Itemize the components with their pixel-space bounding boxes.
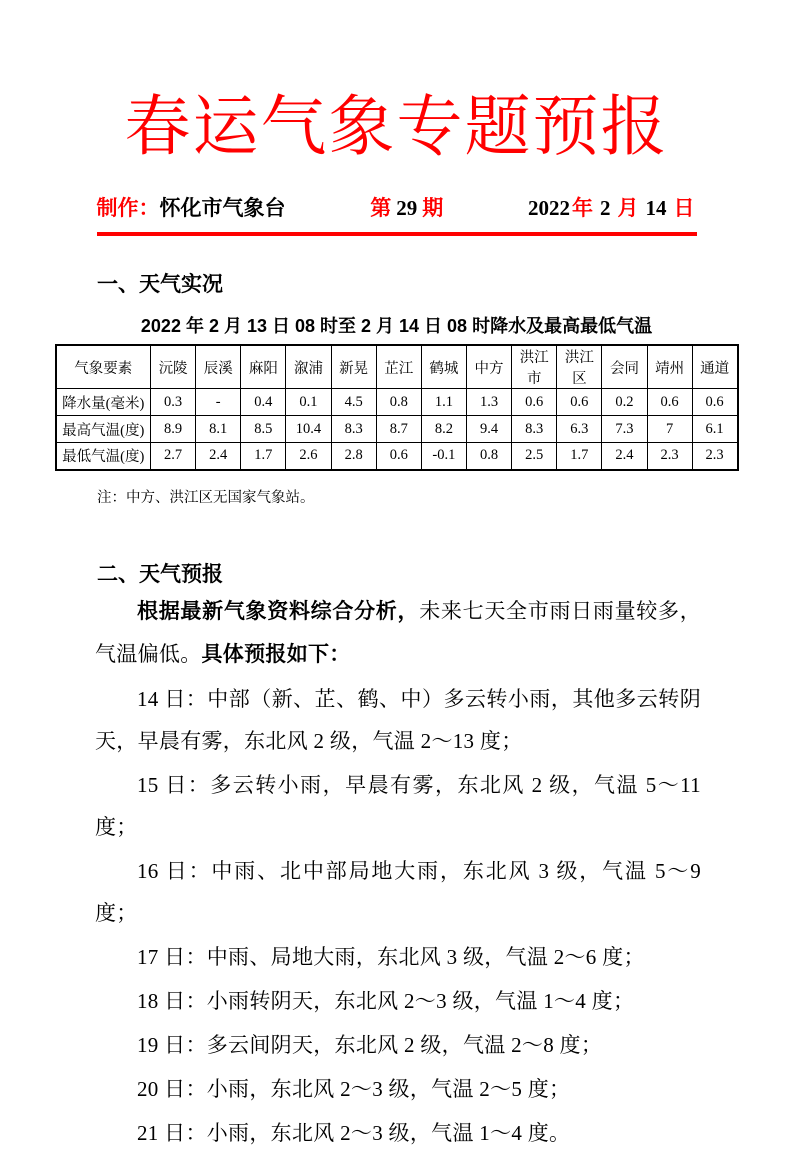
date-day-unit: 日: [673, 195, 695, 220]
table-cell: 0.3: [151, 389, 196, 416]
issue-line: [97, 192, 697, 222]
forecast-day-15: 15 日：多云转小雨，早晨有雾，东北风 2 级，气温 5～11 度；: [95, 773, 701, 840]
table-cell: 7: [647, 416, 692, 443]
issue-number: 29: [396, 195, 418, 220]
table-cell: 6.1: [692, 416, 737, 443]
table-cell: 10.4: [286, 416, 331, 443]
forecast-intro: [95, 590, 701, 676]
table-header-cell: 麻阳: [241, 345, 286, 389]
table-cell: 0.6: [692, 389, 737, 416]
table-cell: 7.3: [602, 416, 647, 443]
table-row-label: 最高气温(度): [56, 416, 151, 443]
table-header-cell: 通道: [692, 345, 737, 389]
issue-date: [528, 192, 697, 222]
date-month-unit: 月: [617, 195, 639, 220]
document-title: 春运气象专题预报: [124, 91, 669, 164]
table-cell: 4.5: [331, 389, 376, 416]
table-header-cell: 洪江区: [557, 345, 602, 389]
table-cell: 0.2: [602, 389, 647, 416]
maker-label: 制作：: [96, 195, 160, 220]
table-cell: 2.8: [331, 443, 376, 470]
date-month: 2: [600, 195, 611, 220]
forecast-intro-lead: 根据最新气象资料综合分析，: [137, 600, 420, 624]
table-cell: -: [196, 389, 241, 416]
forecast-intro-tail: 具体预报如下：: [201, 643, 351, 667]
table-cell: 2.3: [647, 443, 692, 470]
forecast-day-14: 14 日：中部（新、芷、鹤、中）多云转小雨，其他多云转阴天，早晨有雾，东北风 2 级，气温 2～13 度；: [95, 687, 701, 754]
forecast-day-21: 21 日：小雨，东北风 2～3 级，气温 1～4 度。: [137, 1121, 571, 1146]
weather-observation-table: [55, 344, 739, 471]
table-row: [56, 443, 738, 470]
table-cell: 8.1: [196, 416, 241, 443]
table-header-cell: 芷江: [376, 345, 421, 389]
table-header-cell: 气象要素: [56, 345, 151, 389]
issue-number-group: [370, 192, 443, 222]
table-cell: -0.1: [421, 443, 466, 470]
forecast-day-17: 17 日：中雨、局地大雨，东北风 3 级，气温 2～6 度；: [137, 945, 645, 970]
table-row: [56, 416, 738, 443]
table-row-label: 降水量(毫米): [56, 389, 151, 416]
table-footnote: 注：中方、洪江区无国家气象站。: [97, 489, 315, 506]
forecast-day-16: 16 日：中雨、北中部局地大雨，东北风 3 级，气温 5～9 度；: [95, 859, 701, 926]
weather-table-title: 2022 年 2 月 13 日 08 时至 2 月 14 日 08 时降水及最高最低气温: [140, 316, 653, 337]
table-cell: 0.6: [647, 389, 692, 416]
table-cell: 0.6: [376, 443, 421, 470]
table-header-row: [56, 345, 738, 389]
table-cell: 0.8: [466, 443, 511, 470]
issue-prefix: 第: [370, 195, 392, 220]
table-cell: 2.7: [151, 443, 196, 470]
table-cell: 2.5: [512, 443, 557, 470]
table-cell: 9.4: [466, 416, 511, 443]
table-cell: 1.7: [241, 443, 286, 470]
table-row-label: 最低气温(度): [56, 443, 151, 470]
date-day: 14: [645, 195, 667, 220]
table-cell: 2.4: [196, 443, 241, 470]
table-cell: 2.4: [602, 443, 647, 470]
table-header-cell: 中方: [466, 345, 511, 389]
table-cell: 0.6: [557, 389, 602, 416]
table-header-cell: 鹤城: [421, 345, 466, 389]
table-cell: 8.7: [376, 416, 421, 443]
forecast-day-19: 19 日：多云间阴天，东北风 2 级，气温 2～8 度；: [137, 1033, 603, 1058]
table-header-cell: 沅陵: [151, 345, 196, 389]
forecast-intro-body: 未来七天全市雨日雨量较多，气温偏低。: [95, 599, 701, 667]
date-year-unit: 年: [572, 195, 593, 220]
forecast-day-18: 18 日：小雨转阴天，东北风 2～3 级，气温 1～4 度；: [137, 989, 635, 1014]
table-cell: 6.3: [557, 416, 602, 443]
section1-heading: 一、天气实况: [97, 272, 223, 296]
forecast-day-20: 20 日：小雨，东北风 2～3 级，气温 2～5 度；: [137, 1077, 571, 1102]
table-cell: 1.7: [557, 443, 602, 470]
table-header-cell: 新晃: [331, 345, 376, 389]
issue-suffix: 期: [422, 195, 444, 220]
table-cell: 8.3: [512, 416, 557, 443]
table-header-cell: 洪江市: [512, 345, 557, 389]
header-divider-rule: [97, 232, 697, 236]
table-row: [56, 389, 738, 416]
date-year: 2022: [528, 195, 570, 220]
maker-value: 怀化市气象台: [159, 195, 286, 220]
table-header-cell: 溆浦: [286, 345, 331, 389]
table-cell: 8.2: [421, 416, 466, 443]
maker-group: [97, 192, 286, 222]
table-cell: 0.1: [286, 389, 331, 416]
table-cell: 0.4: [241, 389, 286, 416]
table-header-cell: 辰溪: [196, 345, 241, 389]
table-cell: 1.3: [466, 389, 511, 416]
table-cell: 1.1: [421, 389, 466, 416]
table-cell: 0.8: [376, 389, 421, 416]
section2-heading: 二、天气预报: [97, 562, 223, 586]
table-cell: 8.5: [241, 416, 286, 443]
table-cell: 8.9: [151, 416, 196, 443]
table-cell: 0.6: [512, 389, 557, 416]
table-header-cell: 靖州: [647, 345, 692, 389]
table-header-cell: 会同: [602, 345, 647, 389]
table-cell: 2.3: [692, 443, 737, 470]
table-cell: 2.6: [286, 443, 331, 470]
table-cell: 8.3: [331, 416, 376, 443]
